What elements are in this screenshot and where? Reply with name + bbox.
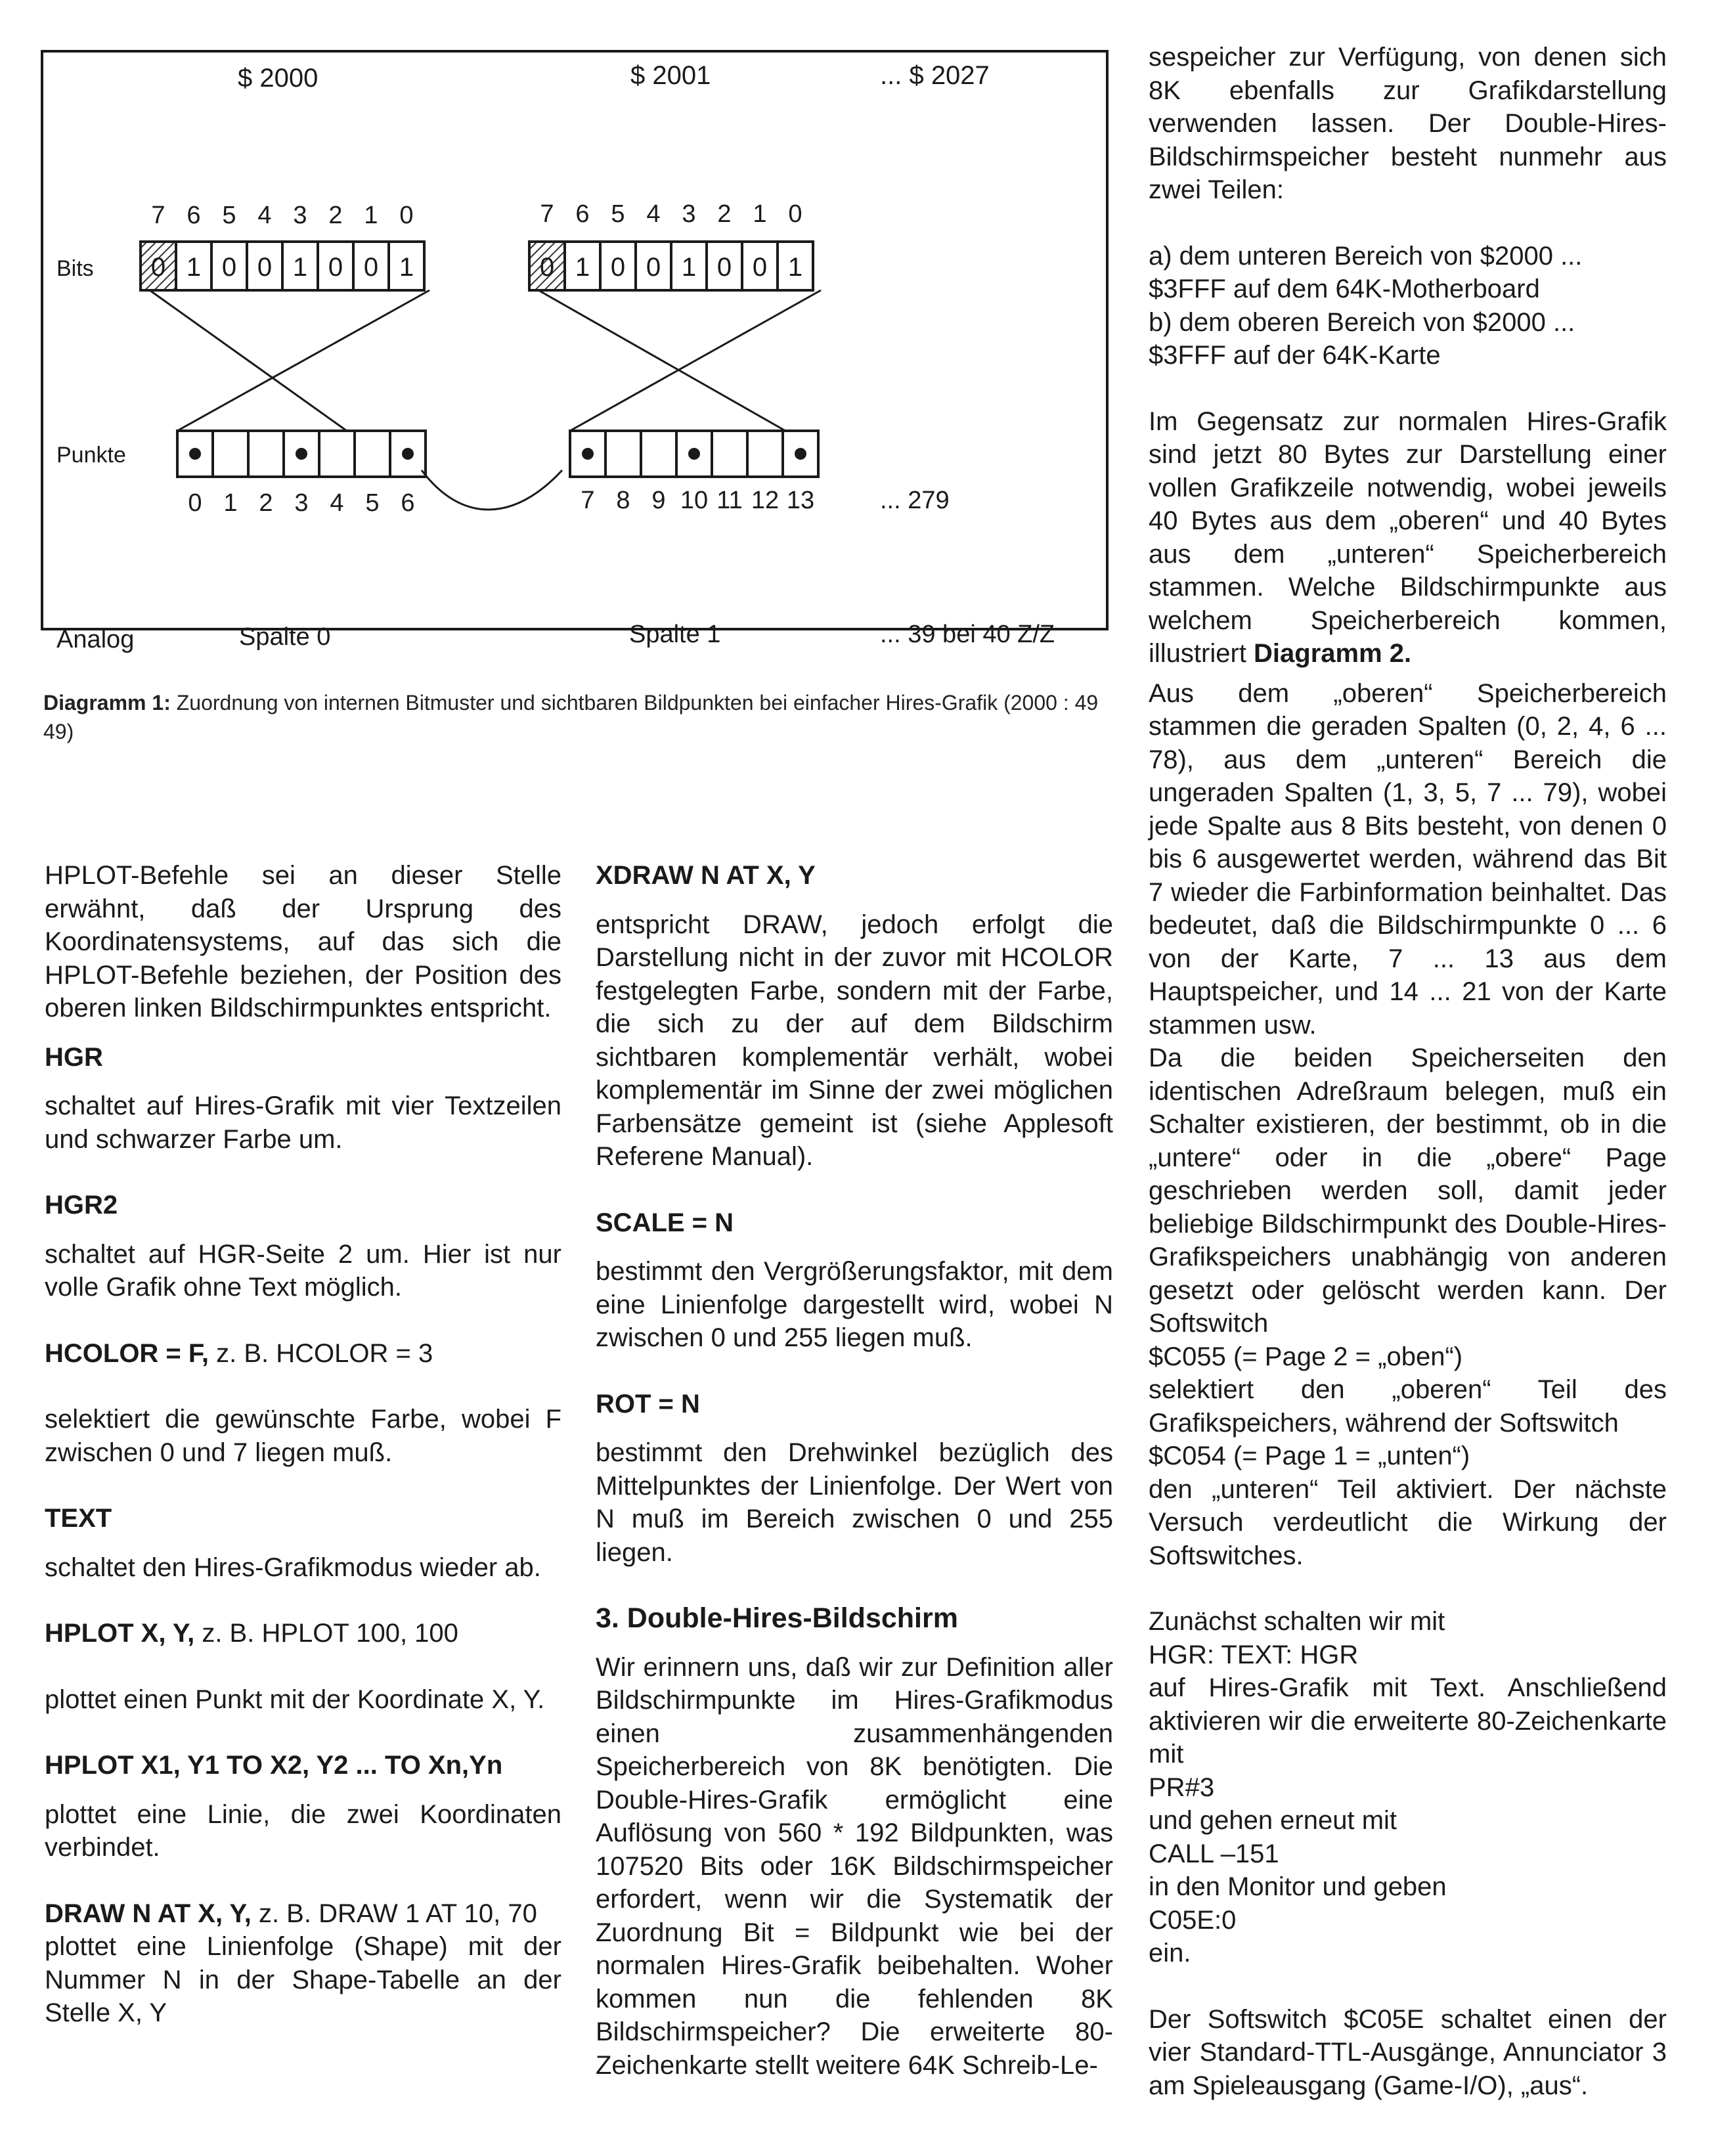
byte2-bit-cell-2: [707, 242, 742, 290]
byte1-bit-value-7: 0: [150, 253, 166, 282]
byte2-bit-value-6: 1: [575, 253, 590, 282]
punkte-row-label: Punkte: [56, 443, 126, 468]
byte1-bit-cell-4: [247, 242, 282, 290]
bitnums1-label-5: 5: [222, 202, 236, 229]
byte1-bit-value-0: 1: [399, 253, 414, 282]
hplot-line-heading: HPLOT X1, Y1 TO X2, Y2 ... TO Xn,Yn: [45, 1751, 503, 1780]
pnums2-label-10: 10: [680, 487, 709, 514]
byte1-bit-value-3: 1: [292, 253, 308, 282]
address-2001: $ 2001: [630, 61, 711, 90]
pnums2-label-8: 8: [616, 487, 630, 514]
byte1-bit-cell-2: [318, 242, 353, 290]
byte2-bit-cell-0: [778, 242, 813, 290]
points2-cell-0: [570, 431, 605, 477]
points1-cell-0: [177, 431, 213, 477]
byte2-bit-value-4: 0: [646, 253, 661, 282]
xdraw-heading: XDRAW N AT X, Y: [596, 861, 816, 890]
byte1-bit-cell-0: [389, 242, 424, 290]
address-2027: ... $ 2027: [880, 61, 990, 90]
points2-dot-0: [582, 448, 594, 460]
points1-cell-1: [213, 431, 248, 477]
col3-paragraph-2: [1149, 405, 1667, 671]
bitnums1-label-1: 1: [364, 202, 378, 229]
pnums1-label-2: 2: [259, 489, 273, 517]
diagram-caption: [43, 688, 1107, 746]
points1-dot-0: [189, 448, 201, 460]
code-c055: $C055 (= Page 2 = „oben“): [1149, 1342, 1463, 1371]
points1-dot-6: [402, 448, 414, 460]
points1-dot-3: [296, 448, 307, 460]
pixel-number-end: ... 279: [880, 487, 950, 514]
draw-command: DRAW N AT X, Y,: [45, 1899, 252, 1928]
points2-cell-6: [783, 431, 818, 477]
byte-2-crossing-lines: [538, 290, 821, 431]
byte-1-crossing-lines: [150, 290, 429, 431]
pnums1-label-3: 3: [294, 489, 309, 517]
pnums2-label-12: 12: [751, 487, 780, 514]
points2-dot-3: [688, 448, 700, 460]
byte1-bit-value-1: 0: [363, 253, 379, 282]
bitnums1-label-4: 4: [257, 202, 272, 229]
spalte-1-label: Spalte 1: [629, 621, 721, 648]
col3-paragraph-12: Der Softswitch $C05E schaltet einen der vier Standard-TTL-Ausgänge, Annunciator 3 am Spieleausgang (Game-I/O), „aus“.: [1149, 2004, 1667, 2100]
bitnums2-label-3: 3: [682, 200, 696, 228]
bitnums2-label-2: 2: [717, 200, 732, 228]
byte1-bit-cell-5: [211, 242, 247, 290]
pixel-numbers-0-6: [188, 489, 414, 517]
points2-cell-2: [641, 431, 676, 477]
hgr2-heading: HGR2: [45, 1191, 118, 1220]
bitnums2-label-4: 4: [646, 200, 661, 228]
code-hgr-text: HGR: TEXT: HGR: [1149, 1640, 1359, 1669]
address-2000: $ 2000: [238, 64, 319, 93]
code-call: CALL –151: [1149, 1839, 1279, 1868]
analog-label: Analog: [56, 626, 135, 653]
byte2-bit-value-2: 0: [716, 253, 732, 282]
byte2-bit-value-3: 1: [681, 253, 697, 282]
col3-paragraph-9: und gehen erneut mit: [1149, 1806, 1397, 1835]
hcolor-command: HCOLOR = F,: [45, 1338, 209, 1368]
byte2-bit-cell-6: [565, 242, 600, 290]
diagram-frame: [42, 51, 1107, 629]
caption-label: Diagramm 1:: [43, 691, 171, 715]
code-c05e: C05E:0: [1149, 1905, 1237, 1935]
byte2-bit-value-7: 0: [539, 253, 555, 282]
byte1-bit-value-4: 0: [257, 253, 273, 282]
bit-numbers-byte-2: [540, 200, 802, 228]
draw-description: plottet eine Linienfolge (Shape) mit der Nummer N in der Shape-Tabelle an der Stelle X, Y: [45, 1932, 561, 2027]
pixel-row-7-13: [570, 431, 818, 477]
hgr2-description: schaltet auf HGR-Seite 2 um. Hier ist nur volle Grafik ohne Text möglich.: [45, 1239, 561, 1302]
points1-cell-6: [390, 431, 426, 477]
spalte-0-label: Spalte 0: [239, 623, 331, 651]
byte1-bit-cell-7: [141, 242, 176, 290]
pnums1-label-0: 0: [188, 489, 202, 517]
points2-cell-3: [676, 431, 712, 477]
points2-dot-6: [795, 448, 806, 460]
draw-example: z. B. DRAW 1 AT 10, 70: [251, 1899, 537, 1928]
scale-heading: SCALE = N: [596, 1208, 734, 1237]
text-column-1: [45, 859, 561, 2030]
hcolor-heading: [45, 1337, 561, 1371]
col3-paragraph-4: Da die beiden Speicherseiten den identischen Adreßraum belegen, muß ein Schalter existieren, der bestimmt, ob in die „untere“ oder in die „obere“ Page geschrieben werden soll, damit jeder beliebige Bildschirmpunkt des Double-Hires-Grafikspeichers unabhängig von anderen gesetzt oder gelöscht werden kann. Der Softswitch: [1149, 1044, 1667, 1338]
byte1-bit-cell-6: [176, 242, 211, 290]
hplot-heading: [45, 1617, 561, 1650]
list-item-a-cont: $3FFF auf dem 64K-Motherboard: [1149, 275, 1540, 303]
col3-paragraph-8: auf Hires-Grafik mit Text. Anschließend aktivieren wir die erweiterte 80-Zeichenkarte mit: [1149, 1673, 1667, 1769]
byte2-bit-value-1: 0: [752, 253, 768, 282]
byte-2000-bits: [141, 242, 424, 290]
pixel-row-0-6: [177, 431, 426, 477]
bitnums2-label-0: 0: [788, 200, 802, 228]
byte2-bit-cell-3: [671, 242, 707, 290]
hplot-description: plottet einen Punkt mit der Koordinate X, Y.: [45, 1684, 545, 1714]
pnums1-label-4: 4: [330, 489, 344, 517]
draw-heading: [45, 1897, 561, 1931]
bitnums2-label-5: 5: [611, 200, 625, 228]
byte1-bit-cell-1: [353, 242, 389, 290]
intro-paragraph: HPLOT-Befehle sei an dieser Stelle erwähnt, daß der Ursprung des Koordinatensystems, auf das sich die HPLOT-Befehle beziehen, der Position des oberen linken Bildschirmpunktes entspricht.: [45, 861, 561, 1023]
bitnums2-label-1: 1: [753, 200, 767, 228]
caption-text: Zuordnung von internen Bitmuster und sichtbaren Bildpunkten bei einfacher Hires-Grafik (2000 : 49 49): [43, 691, 1099, 743]
col3-paragraph-10: in den Monitor und geben: [1149, 1872, 1447, 1901]
hgr-description: schaltet auf Hires-Grafik mit vier Textzeilen und schwarzer Farbe um.: [45, 1091, 561, 1154]
col3-paragraph-5: selektiert den „oberen“ Teil des Grafikspeichers, während der Softswitch: [1149, 1375, 1667, 1438]
list-item-b: b) dem oberen Bereich von $2000 ...: [1149, 307, 1575, 337]
hplot-line-description: plottet eine Linie, die zwei Koordinaten verbindet.: [45, 1799, 561, 1862]
byte2-bit-cell-1: [742, 242, 778, 290]
text-heading: TEXT: [45, 1504, 112, 1533]
code-pr3: PR#3: [1149, 1772, 1215, 1802]
text-column-3: [1149, 41, 1667, 2102]
byte1-bit-value-2: 0: [328, 253, 343, 282]
bitnums1-label-7: 7: [151, 202, 165, 229]
byte2-bit-cell-4: [636, 242, 671, 290]
col3-paragraph-7: Zunächst schalten wir mit: [1149, 1607, 1445, 1636]
byte1-bit-value-6: 1: [186, 253, 202, 282]
byte1-bit-cell-3: [282, 242, 318, 290]
pnums2-label-11: 11: [716, 487, 743, 514]
text-description: schaltet den Hires-Grafikmodus wieder ab.: [45, 1552, 541, 1582]
col3-paragraph-11: ein.: [1149, 1939, 1191, 1968]
connecting-arc: [422, 470, 562, 510]
col3-paragraph-1: sespeicher zur Verfügung, von denen sich 8K ebenfalls zur Grafikdarstellung verwenden lassen. Der Double-Hires-Bildschirmspeicher besteht nunmehr aus zwei Teilen:: [1149, 43, 1667, 204]
pixel-numbers-7-13: [581, 487, 814, 514]
pnums2-label-9: 9: [651, 487, 666, 514]
byte2-bit-value-0: 1: [787, 253, 803, 282]
section-paragraph: Wir erinnern uns, daß wir zur Definition aller Bildschirmpunkte im Hires-Grafikmodus einen zusammenhängenden Speicherbereich von 8K benötigten. Die Double-Hires-Grafik ermöglicht eine Auflösung von 560 * 192 Bildpunkten, was 107520 Bits oder 16K Bildschirmspeicher erfordert, wenn wir die Systematik der Zuordnung Bit = Bildpunkt wie bei der normalen Hires-Grafik beibehalten. Woher kommen nun die fehlenden 8K Bildschirmspeicher? Die erweiterte 80-Zeichenkarte stellt weitere 64K Schreib-Le-: [596, 1652, 1113, 2080]
pnums1-label-1: 1: [223, 489, 238, 517]
code-c054: $C054 (= Page 1 = „unten“): [1149, 1441, 1470, 1470]
bit-numbers-byte-1: [151, 202, 413, 229]
section-heading: 3. Double-Hires-Bildschirm: [596, 1602, 958, 1634]
byte1-bit-value-5: 0: [221, 253, 237, 282]
scale-description: bestimmt den Vergrößerungsfaktor, mit dem eine Linienfolge dargestellt wird, wobei N zwischen 0 und 255 liegen muß.: [596, 1257, 1113, 1352]
points1-cell-5: [355, 431, 390, 477]
rot-heading: ROT = N: [596, 1389, 700, 1419]
bit-mapping-diagram: [41, 50, 1110, 667]
bitnums2-label-6: 6: [575, 200, 590, 228]
spalte-end-label: ... 39 bei 40 Z/Z: [880, 621, 1055, 648]
points1-cell-2: [248, 431, 284, 477]
points2-cell-5: [747, 431, 783, 477]
bitnums2-label-7: 7: [540, 200, 554, 228]
col3-paragraph-6: den „unteren“ Teil aktiviert. Der nächste Versuch verdeutlicht die Wirkung der Softswitches.: [1149, 1474, 1667, 1570]
byte2-bit-cell-7: [529, 242, 565, 290]
bitnums1-label-0: 0: [399, 202, 414, 229]
hplot-example: z. B. HPLOT 100, 100: [194, 1619, 458, 1648]
pnums1-label-5: 5: [365, 489, 380, 517]
byte2-bit-value-5: 0: [610, 253, 626, 282]
pnums2-label-13: 13: [786, 487, 815, 514]
points1-cell-4: [319, 431, 355, 477]
diagram-2-reference: Diagramm 2.: [1254, 639, 1412, 668]
hplot-command: HPLOT X, Y,: [45, 1619, 195, 1648]
col3-paragraph-2-text: Im Gegensatz zur normalen Hires-Grafik sind jetzt 80 Bytes zur Darstellung einer vollen Grafikzeile notwendig, wobei jeweils 40 Bytes aus dem „oberen“ und 40 Bytes aus dem „unteren“ Speicherbereich stammen. Welche Bildschirmpunkte aus welchem Speicherbereich kommen, illustriert: [1149, 407, 1667, 668]
byte2-bit-cell-5: [600, 242, 636, 290]
bitnums1-label-3: 3: [293, 202, 307, 229]
pnums1-label-6: 6: [401, 489, 415, 517]
rot-description: bestimmt den Drehwinkel bezüglich des Mittelpunktes der Linienfolge. Der Wert von N muß im Bereich zwischen 0 und 255 liegen.: [596, 1438, 1113, 1567]
bitnums1-label-2: 2: [328, 202, 343, 229]
bits-row-label: Bits: [56, 256, 94, 281]
text-column-2: [596, 859, 1113, 2082]
pnums2-label-7: 7: [581, 487, 595, 514]
col3-paragraph-3: Aus dem „oberen“ Speicherbereich stammen die geraden Spalten (0, 2, 4, 6 ... 78), aus dem „unteren“ Bereich die ungeraden Spalten (1, 3, 5, 7 ... 79), wobei jede Spalte aus 8 Bits besteht, von denen 0 bis 6 ausgewertet werden, während das Bit 7 wieder die Farbinformation beinhaltet. Das bedeutet, daß die Bildschirmpunkte 0 ... 6 von der Karte, 7 ... 13 aus dem Hauptspeicher, und 14 ... 21 von der Karte stammen usw.: [1149, 678, 1667, 1040]
hgr-heading: HGR: [45, 1042, 103, 1072]
list-item-a: a) dem unteren Bereich von $2000 ...: [1149, 241, 1583, 271]
points2-cell-4: [712, 431, 747, 477]
xdraw-description: entspricht DRAW, jedoch erfolgt die Darstellung nicht in der zuvor mit HCOLOR festgelegten Farbe, sondern mit der Farbe, die sich zu der auf dem Bildschirm sichtbaren komplementär verhält, wobei komplementär im Sinne der zwei möglichen Farbensätze gemeint ist (siehe Applesoft Referene Manual).: [596, 910, 1113, 1171]
points2-cell-1: [605, 431, 641, 477]
list-item-b-cont: $3FFF auf der 64K-Karte: [1149, 341, 1441, 370]
bitnums1-label-6: 6: [187, 202, 201, 229]
hcolor-example: z. B. HCOLOR = 3: [209, 1338, 433, 1368]
byte-2001-bits: [529, 242, 813, 290]
hcolor-description: selektiert die gewünschte Farbe, wobei F zwischen 0 und 7 liegen muß.: [45, 1405, 561, 1467]
points1-cell-3: [284, 431, 319, 477]
